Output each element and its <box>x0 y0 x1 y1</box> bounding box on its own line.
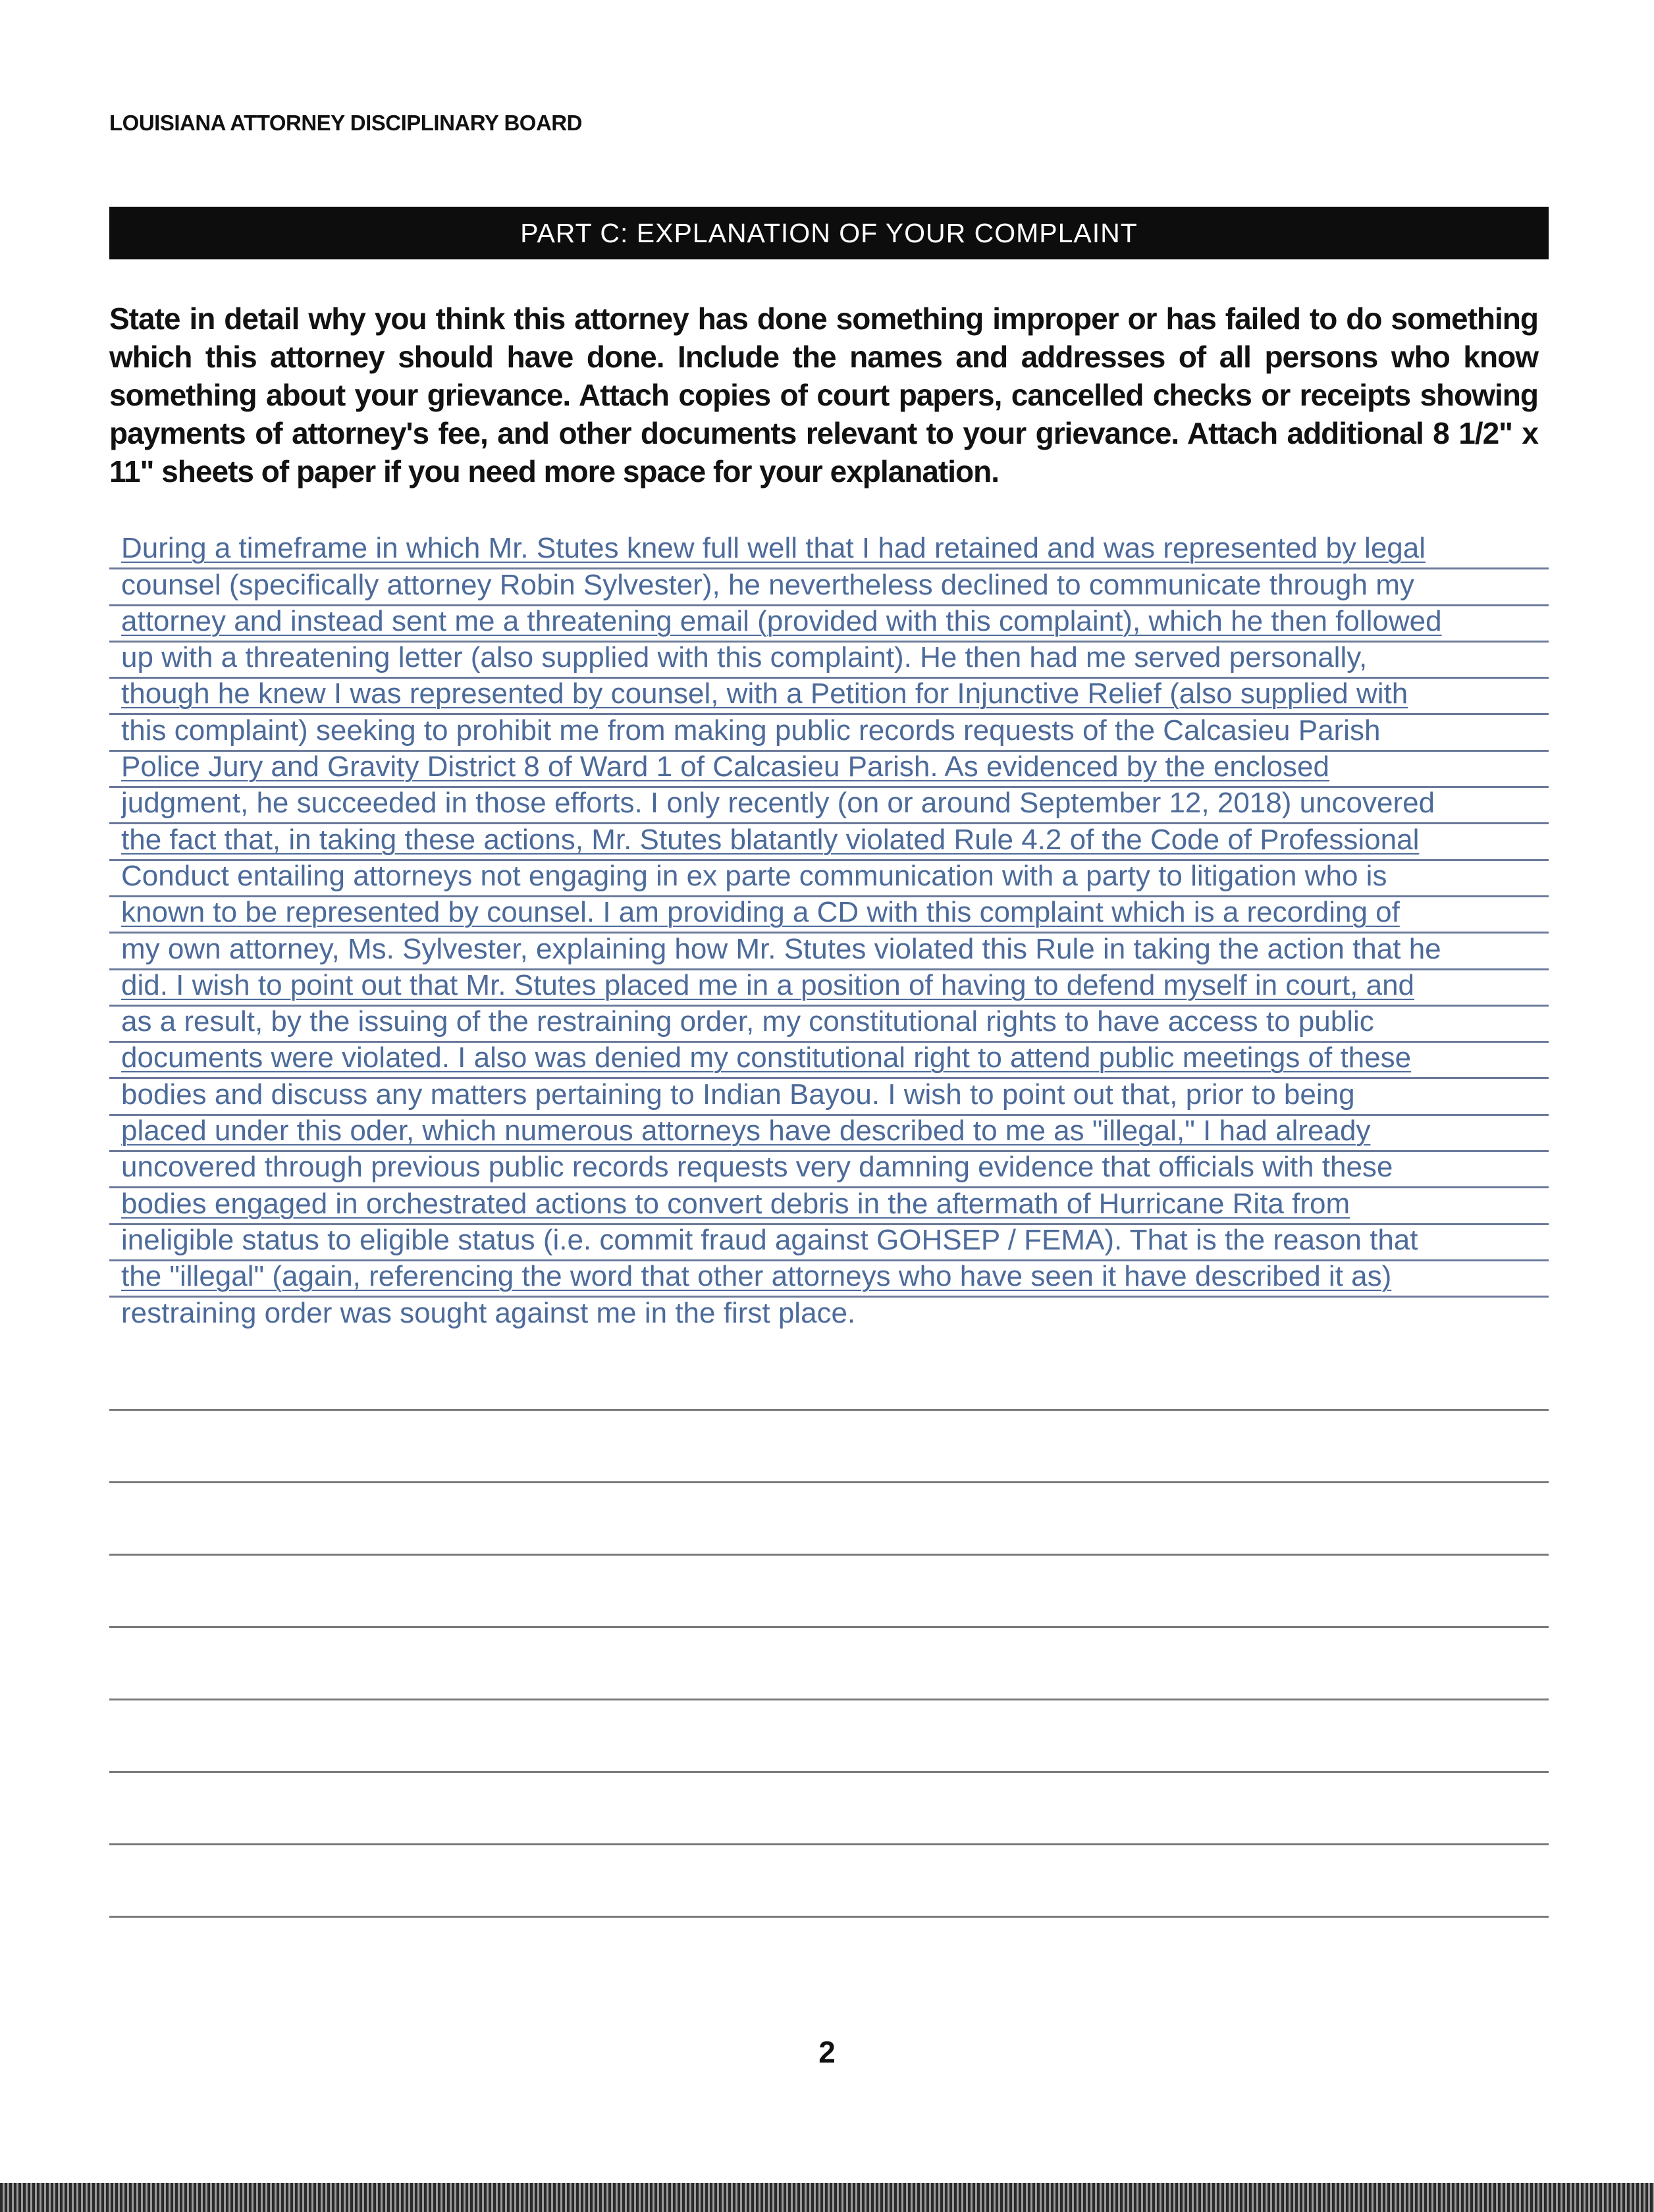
answer-line-text: restraining order was sought against me in the first place. <box>121 1296 856 1329</box>
scan-edge-strip <box>0 2183 1654 2212</box>
answer-line-text: ineligible status to eligible status (i.e. commit fraud against GOHSEP / FEMA). That is the reason that <box>121 1223 1418 1256</box>
answer-line <box>109 569 1549 606</box>
blank-line <box>109 1773 1549 1845</box>
answer-line-text: Conduct entailing attorneys not engaging in ex parte communication with a party to litigation who is <box>121 859 1387 892</box>
answer-line-text: documents were violated. I also was denied my constitutional right to attend public meetings of these <box>121 1041 1412 1074</box>
answer-line-text: uncovered through previous public records requests very damning evidence that officials with these <box>121 1151 1393 1184</box>
answer-line <box>109 970 1549 1007</box>
answer-line-text: judgment, he succeeded in those efforts. I only recently (on or around September 12, 2018) uncovered <box>121 787 1435 820</box>
organization-header: LOUISIANA ATTORNEY DISCIPLINARY BOARD <box>109 111 582 135</box>
blank-lines[interactable] <box>109 1338 1549 1918</box>
answer-line <box>109 752 1549 788</box>
answer-line <box>109 1225 1549 1261</box>
answer-line <box>109 1007 1549 1043</box>
answer-line-text: bodies and discuss any matters pertaining to Indian Bayou. I wish to point out that, prior to being <box>121 1078 1355 1111</box>
answer-line-text: though he knew I was represented by counsel, with a Petition for Injunctive Relief (also supplied with <box>121 677 1408 710</box>
answer-line <box>109 1116 1549 1152</box>
answer-line <box>109 824 1549 860</box>
answer-line-text: this complaint) seeking to prohibit me from making public records requests of the Calcasieu Parish <box>121 714 1381 747</box>
answer-line-text: as a result, by the issuing of the restraining order, my constitutional rights to have access to public <box>121 1005 1374 1038</box>
blank-line <box>109 1556 1549 1628</box>
answer-line-text: my own attorney, Ms. Sylvester, explaining how Mr. Stutes violated this Rule in taking the action that he <box>121 932 1441 965</box>
answer-line-text: counsel (specifically attorney Robin Sylvester), he nevertheless declined to communicate through my <box>121 568 1414 601</box>
complaint-explanation-field[interactable] <box>109 533 1549 1334</box>
answer-line-text: attorney and instead sent me a threatening email (provided with this complaint), which he then followed <box>121 604 1442 637</box>
answer-line-text: the "illegal" (again, referencing the word that other attorneys who have seen it have described it as) <box>121 1260 1392 1293</box>
answer-line <box>109 861 1549 897</box>
answer-line-text: During a timeframe in which Mr. Stutes knew full well that I had retained and was represented by legal <box>121 532 1426 565</box>
answer-line <box>109 715 1549 751</box>
answer-line-text: the fact that, in taking these actions, Mr. Stutes blatantly violated Rule 4.2 of the Code of Professional <box>121 823 1420 856</box>
blank-line <box>109 1338 1549 1411</box>
answer-line-text: known to be represented by counsel. I am providing a CD with this complaint which is a recording of <box>121 896 1400 929</box>
answer-line <box>109 533 1549 569</box>
answer-line-text: bodies engaged in orchestrated actions to convert debris in the aftermath of Hurricane Rita from <box>121 1187 1350 1220</box>
answer-line <box>109 606 1549 643</box>
answer-line <box>109 1079 1549 1115</box>
answer-line <box>109 788 1549 824</box>
blank-line <box>109 1483 1549 1556</box>
section-title-bar <box>109 207 1549 259</box>
answer-line <box>109 897 1549 934</box>
blank-line <box>109 1700 1549 1773</box>
answer-line-text: Police Jury and Gravity District 8 of Ward 1 of Calcasieu Parish. As evidenced by the enclosed <box>121 750 1330 783</box>
answer-line <box>109 1043 1549 1079</box>
answer-line <box>109 679 1549 715</box>
section-title: PART C: EXPLANATION OF YOUR COMPLAINT <box>520 217 1138 248</box>
answer-line <box>109 1298 1549 1334</box>
answer-line <box>109 1152 1549 1188</box>
answer-line <box>109 1188 1549 1224</box>
instructions-text: State in detail why you think this attorney has done something improper or has failed to do something which this attorney should have done. Include the names and addresses of all persons who know something about your grievance. Attach copies of court papers, cancelled checks or receipts showing payments of attorney's fee, and other documents relevant to your grievance. Attach additional 8 1/2" x 11" sheets of paper if you need more space for your explanation. <box>109 302 1538 488</box>
blank-line <box>109 1628 1549 1700</box>
answer-line-text: placed under this oder, which numerous attorneys have described to me as "illegal," I had already <box>121 1115 1371 1147</box>
blank-line <box>109 1845 1549 1918</box>
answer-line <box>109 1261 1549 1298</box>
answer-line <box>109 934 1549 970</box>
answer-line-text: up with a threatening letter (also supplied with this complaint). He then had me served personally, <box>121 641 1368 674</box>
answer-line <box>109 643 1549 679</box>
blank-line <box>109 1411 1549 1483</box>
page-number: 2 <box>818 2035 836 2069</box>
answer-line-text: did. I wish to point out that Mr. Stutes placed me in a position of having to defend myself in court, and <box>121 968 1415 1001</box>
